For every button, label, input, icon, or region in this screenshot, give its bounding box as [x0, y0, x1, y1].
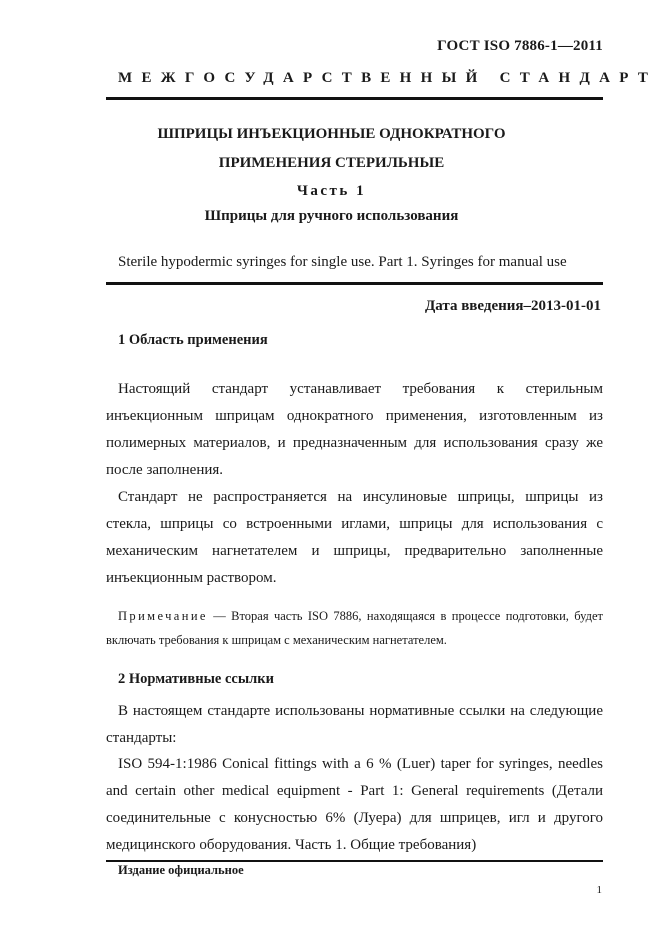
- section-2-heading: 2 Нормативные ссылки: [118, 671, 274, 687]
- edition-label: Издание официальное: [118, 863, 244, 877]
- note-label: Примечание: [118, 609, 208, 623]
- section-1-paragraph-1: Настоящий стандарт устанавливает требования к стерильным инъекционным шприцам однократного применения, изготовленным из полимерных материалов, и предназначенным для использования сразу же после заполнения.: [106, 381, 603, 478]
- title-line-1: ШПРИЦЫ ИНЪЕКЦИОННЫЕ ОДНОКРАТНОГО: [157, 126, 506, 142]
- subtitle: Шприцы для ручного использования: [204, 208, 459, 224]
- section-2-paragraph-2: ISO 594-1:1986 Conical fittings with a 6 % (Luer) taper for syringes, needles and certain other medical equipment - Part 1: General requirements (Детали соединительные с конусностью 6% (Луера) для шприцев, игл и другого медицинского оборудования. Часть 1. Общие требования): [106, 756, 603, 853]
- standard-number: ГОСТ ISO 7886-1—2011: [437, 38, 603, 54]
- standard-type: МЕЖГОСУДАРСТВЕННЫЙ СТАНДАРТ: [118, 70, 658, 86]
- section-1-paragraph-2: Стандарт не распространяется на инсулиновые шприцы, шприцы из стекла, шприцы со встроенными иглами, шприцы для использования с механическим нагнетателем и шприцы, предварительно заполненные инъекционным раствором.: [106, 489, 603, 586]
- title-divider: [106, 282, 603, 285]
- title-line-2: ПРИМЕНЕНИЯ СТЕРИЛЬНЫЕ: [218, 155, 445, 171]
- page-number: 1: [596, 884, 602, 896]
- section-2-paragraph-1: В настоящем стандарте использованы нормативные ссылки на следующие стандарты:: [106, 703, 603, 746]
- introduction-date: Дата введения–2013-01-01: [424, 298, 601, 314]
- section-1-note: [106, 604, 603, 652]
- section-1-heading: 1 Область применения: [118, 332, 268, 348]
- footer-divider: [106, 860, 603, 862]
- english-title: Sterile hypodermic syringes for single use. Part 1. Syringes for manual use: [118, 254, 567, 270]
- note-text: — Вторая часть ISO 7886, находящаяся в процессе подготовки, будет включать требования к шприцам с механическим нагнетателем.: [106, 609, 603, 647]
- part-label: Часть 1: [296, 183, 367, 199]
- top-divider: [106, 97, 603, 100]
